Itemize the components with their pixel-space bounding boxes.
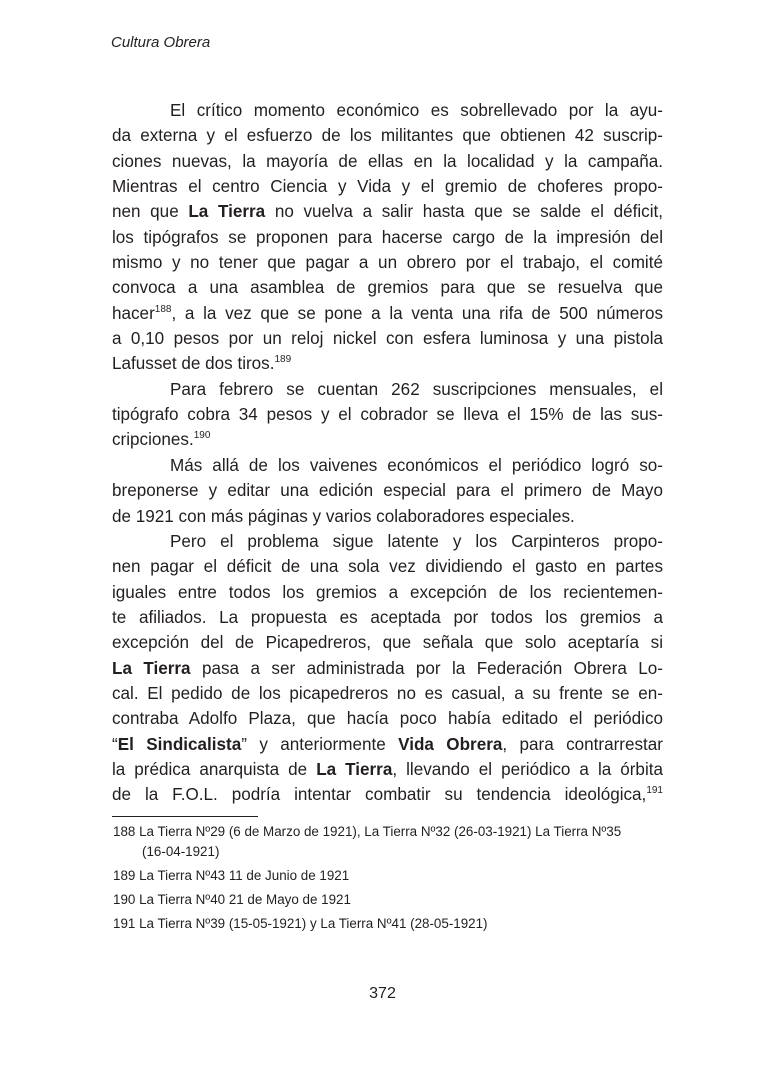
footnote xyxy=(113,866,673,886)
text-run: Lafusset de dos tiros. xyxy=(112,354,275,374)
text-run: mismo y no tener que pagar a un obrero por el trabajo, el comité xyxy=(112,253,663,273)
footnotes xyxy=(113,822,673,938)
footnote xyxy=(113,890,673,910)
text-line xyxy=(112,529,663,554)
footnote-text: La Tierra Nº29 (6 de Marzo de 1921), La Tierra Nº32 (26-03-1921) La Tierra Nº35 xyxy=(139,824,622,839)
text-run: de la F.O.L. podría intentar combatir su tendencia ideológica, xyxy=(112,785,647,805)
text-line xyxy=(112,681,663,706)
text-run: a 0,10 pesos por un reloj nickel con esfera luminosa y una pistola xyxy=(112,329,663,349)
paragraph xyxy=(112,453,663,529)
newspaper-title: El Sindicalista xyxy=(117,734,242,754)
text-line xyxy=(112,656,663,681)
text-line xyxy=(112,580,663,605)
footnote xyxy=(113,914,673,934)
text-line xyxy=(112,275,663,300)
footnote-number: 189 xyxy=(113,868,136,883)
text-line xyxy=(112,225,663,250)
text-run: Mientras el centro Ciencia y Vida y el gremio de choferes propo- xyxy=(112,177,663,197)
text-line xyxy=(112,174,663,199)
footnote-ref: 191 xyxy=(646,785,663,797)
paragraph xyxy=(112,98,663,377)
text-line xyxy=(112,149,663,174)
text-run: contraba Adolfo Plaza, que hacía poco había editado el periódico xyxy=(112,709,663,729)
text-line xyxy=(112,98,663,123)
paragraph xyxy=(112,529,663,808)
text-run: da externa y el esfuerzo de los militantes que obtienen 42 suscrip- xyxy=(112,126,663,146)
text-run: , llevando el periódico a la órbita xyxy=(392,759,663,779)
newspaper-title: La Tierra xyxy=(316,759,393,779)
text-line xyxy=(112,554,663,579)
footnote-number: 188 xyxy=(113,824,136,839)
text-line xyxy=(112,706,663,731)
page-number: 372 xyxy=(369,985,396,1002)
text-run: , a la vez que se pone a la venta una rifa de 500 números xyxy=(171,303,663,323)
text-run: tipógrafo cobra 34 pesos y el cobrador se lleva el 15% de las sus- xyxy=(112,405,663,425)
text-run: convoca a una asamblea de gremios para que se resuelva que xyxy=(112,278,663,298)
text-run: El crítico momento económico es sobrellevado por la ayu- xyxy=(170,101,663,120)
paragraph xyxy=(112,377,663,453)
newspaper-title: La Tierra xyxy=(188,202,266,222)
text-line xyxy=(112,250,663,275)
text-run: cal. El pedido de los picapedreros no es casual, a su frente se en- xyxy=(112,683,663,703)
text-line xyxy=(112,782,663,807)
text-run: Pero el problema sigue latente y los Carpinteros propo- xyxy=(170,531,663,551)
text-line xyxy=(112,630,663,655)
text-run: excepción del de Picapedreros, que señala que solo aceptaría si xyxy=(112,633,663,653)
text-run: nen pagar el déficit de una sola vez dividiendo el gasto en partes xyxy=(112,557,663,577)
text-run: te afiliados. La propuesta es aceptada por todos los gremios a xyxy=(112,607,663,627)
newspaper-title: La Tierra xyxy=(112,658,191,678)
text-run: cripciones. xyxy=(112,430,194,450)
text-line xyxy=(112,757,663,782)
footnote-separator xyxy=(112,816,258,817)
footnote-ref: 190 xyxy=(193,430,211,442)
footnote xyxy=(113,822,673,862)
text-run: iguales entre todos los gremios a excepción de los recientemen- xyxy=(112,582,663,602)
text-run: de 1921 con más páginas y varios colaboradores especiales. xyxy=(112,506,575,526)
text-line xyxy=(112,301,663,326)
newspaper-title: Vida Obrera xyxy=(398,734,503,754)
text-line xyxy=(112,123,663,148)
text-run: ” y anteriormente xyxy=(241,734,399,754)
footnote-number: 190 xyxy=(113,892,136,907)
text-line xyxy=(112,453,663,478)
text-line xyxy=(112,402,663,427)
text-run: nen que xyxy=(112,202,189,222)
text-line xyxy=(112,326,663,351)
footnote-text: La Tierra Nº43 11 de Junio de 1921 xyxy=(139,868,350,883)
text-line xyxy=(112,605,663,630)
body-text xyxy=(112,98,663,808)
text-run: “ xyxy=(112,734,118,754)
text-run: pasa a ser administrada por la Federación Obrera Lo- xyxy=(190,658,663,678)
footnote-number: 191 xyxy=(113,916,136,931)
text-line xyxy=(112,377,663,402)
text-run: los tipógrafos se proponen para hacerse cargo de la impresión del xyxy=(112,227,663,247)
footnote-text: La Tierra Nº39 (15-05-1921) y La Tierra Nº41 (28-05-1921) xyxy=(139,916,488,931)
text-line xyxy=(112,504,663,529)
footnote-ref: 188 xyxy=(154,303,172,315)
running-head: Cultura Obrera xyxy=(111,34,211,51)
footnote-text-continued: (16-04-1921) xyxy=(142,844,220,859)
text-line xyxy=(112,199,663,224)
text-line xyxy=(112,351,663,376)
footnote-text: La Tierra Nº40 21 de Mayo de 1921 xyxy=(139,892,351,907)
text-run: ciones nuevas, la mayoría de ellas en la localidad y la campaña. xyxy=(112,151,663,171)
footnote-ref: 189 xyxy=(274,354,292,366)
text-run: Más allá de los vaivenes económicos el periódico logró so- xyxy=(170,455,663,475)
text-line xyxy=(112,427,663,452)
text-line xyxy=(112,732,663,757)
text-run: hacer xyxy=(112,303,155,323)
text-run: , para contrarrestar xyxy=(502,734,663,754)
text-run: breponerse y editar una edición especial para el primero de Mayo xyxy=(112,481,663,501)
text-run: Para febrero se cuentan 262 suscripciones mensuales, el xyxy=(170,379,663,399)
text-line xyxy=(112,478,663,503)
text-run: no vuelva a salir hasta que se salde el déficit, xyxy=(265,202,663,222)
text-run: la prédica anarquista de xyxy=(112,759,317,779)
